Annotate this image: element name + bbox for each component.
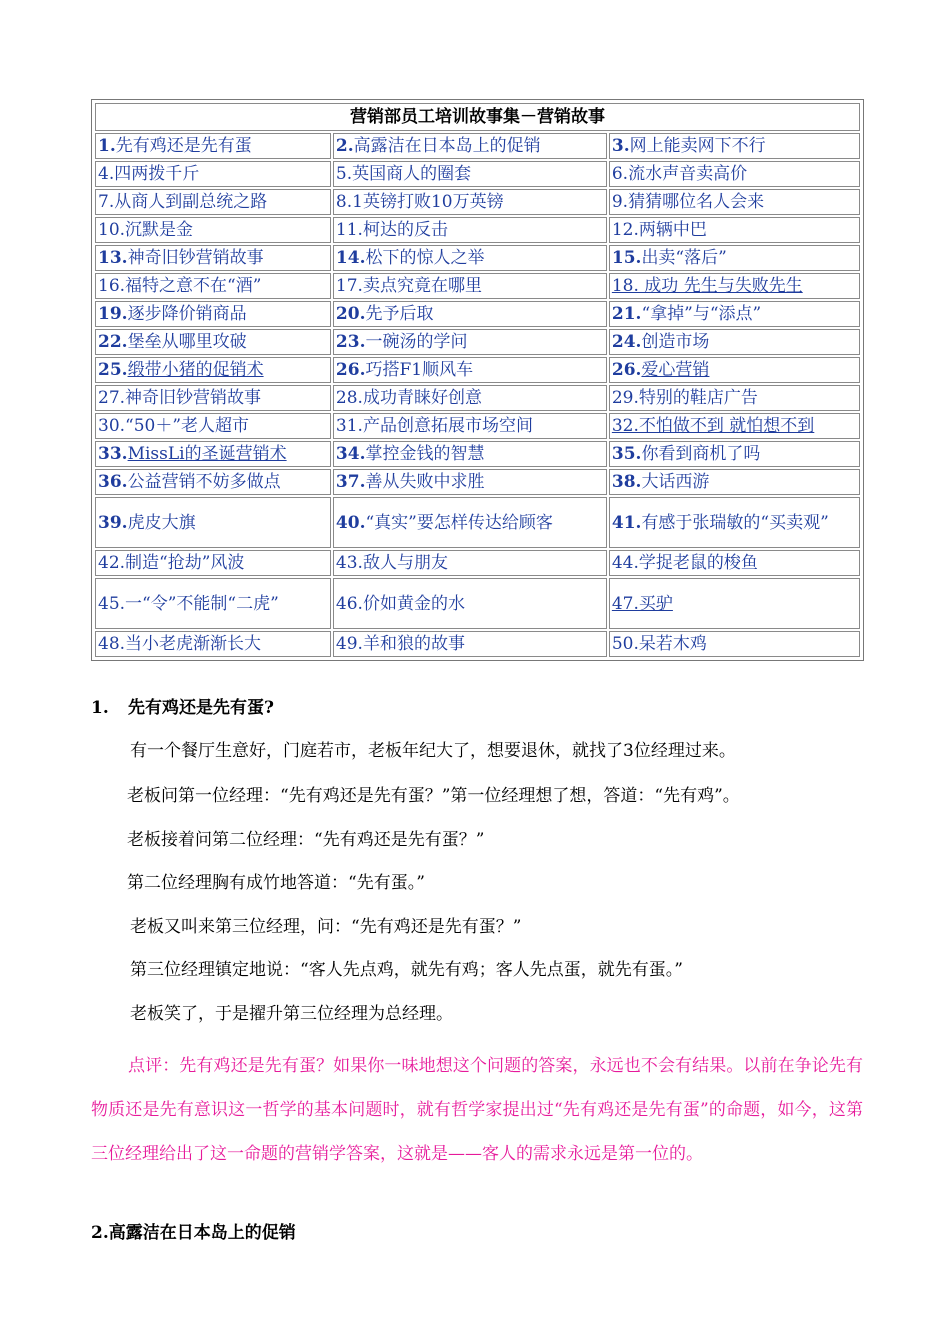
toc-link[interactable] [333,550,607,576]
toc-item-number: 26. [335,360,366,380]
toc-link[interactable] [95,217,331,243]
toc-link[interactable] [333,441,607,467]
toc-item-label: 47.买驴 [611,593,673,614]
toc-row [95,497,860,548]
toc-item-number: 15. [611,248,642,268]
paragraph: 老板接着问第二位经理：“先有鸡还是先有蛋？” [127,830,485,850]
toc-link[interactable] [609,245,860,271]
toc-item-label: 神奇旧钞营销故事 [127,248,264,268]
toc-row [95,189,860,215]
toc-item-label: 高露洁在日本岛上的促销 [353,136,541,156]
toc-item-label: 巧搭F1顺风车 [365,360,474,380]
toc-row [95,133,860,159]
toc-item-label: 你看到商机了吗 [641,444,761,464]
toc-link[interactable] [609,631,860,657]
toc-link[interactable] [95,357,331,383]
toc-link[interactable] [95,189,331,215]
toc-item-label: 42.制造“抢劫”风波 [98,553,245,573]
section-1-heading [91,696,274,720]
toc-link[interactable] [95,329,331,355]
toc-item-label: 8.1英镑打败10万英镑 [335,192,504,212]
toc-link[interactable] [333,497,607,548]
toc-item-label: “拿掉”与“添点” [641,304,762,324]
toc-body [95,133,860,657]
toc-item-label: 32.不怕做不到 就怕想不到 [611,416,815,436]
toc-link[interactable] [95,578,331,629]
toc-item-label: 45.一“令”不能制“二虎” [98,593,279,614]
toc-link[interactable] [609,133,860,159]
toc-item-number: 22. [98,332,128,352]
toc-link[interactable] [333,413,607,439]
toc-item-number: 20. [335,304,366,324]
toc-item-label: 出卖“落后” [641,248,727,268]
toc-link[interactable] [609,217,860,243]
toc-item-number: 25. [98,360,128,380]
comment-paragraph: 点评：先有鸡还是先有蛋？如果你一味地想这个问题的答案，永远也不会有结果。以前在争论先有物质还是先有意识这一哲学的基本问题时，就有哲学家提出过“先有鸡还是先有蛋”的命题，如今，这第三位经理给出了这一命题的营销学答案，这就是——客人的需求永远是第一位的。 [91,1056,863,1164]
toc-item-label: 一碗汤的学问 [365,332,468,352]
toc-item-label: 17.卖点究竟在哪里 [335,276,482,296]
toc-row [95,357,860,383]
toc-item-label: 虎皮大旗 [127,512,196,533]
toc-link[interactable] [333,578,607,629]
toc-row [95,385,860,411]
paragraph: 有一个餐厅生意好，门庭若市，老板年纪大了，想要退休，就找了3位经理过来。 [130,741,736,761]
toc-item-label: 29.特别的鞋店广告 [611,388,758,408]
toc-item-label: 4.四两拨千斤 [98,164,200,184]
toc-item-label: MissLi的圣诞营销术 [127,444,287,464]
toc-item-label: 爱心营销 [641,360,710,380]
toc-item-number: 14. [335,248,366,268]
toc-item-number: 23. [335,332,366,352]
table-of-contents [91,99,864,661]
toc-link[interactable] [333,469,607,495]
toc-item-number: 39. [98,512,128,533]
toc-row [95,441,860,467]
toc-item-label: 43.敌人与朋友 [335,553,448,573]
toc-link[interactable] [95,245,331,271]
toc-row [95,578,860,629]
toc-link[interactable] [333,245,607,271]
toc-item-label: 18. 成功 先生与失败先生 [611,276,803,296]
toc-link[interactable] [333,301,607,327]
section-1-number: 1. [91,698,109,718]
toc-item-label: 逐步降价销商品 [127,304,247,324]
toc-item-number: 34. [335,444,366,464]
toc-link[interactable] [333,133,607,159]
toc-item-label: 48.当小老虎渐渐长大 [98,634,262,654]
toc-item-label: 31.产品创意拓展市场空间 [335,416,533,436]
toc-item-number: 37. [335,472,366,492]
toc-item-label: 6.流水声音卖高价 [611,164,748,184]
toc-item-number: 21. [611,304,642,324]
toc-item-number: 26. [611,360,642,380]
toc-row [95,550,860,576]
toc-item-label: 先有鸡还是先有蛋 [115,136,252,156]
toc-link[interactable] [95,441,331,467]
toc-item-label: 5.英国商人的圈套 [335,164,472,184]
toc-row [95,217,860,243]
toc-item-number: 19. [98,304,128,324]
toc-item-number: 3. [611,136,630,156]
toc-item-label: 49.羊和狼的故事 [335,634,465,654]
toc-item-label: 有感于张瑞敏的“买卖观” [641,512,829,533]
toc-link[interactable] [333,161,607,187]
toc-item-number: 13. [98,248,128,268]
toc-row [95,469,860,495]
toc-link[interactable] [95,273,331,299]
toc-item-number: 40. [335,512,366,533]
toc-link[interactable] [333,217,607,243]
toc-item-label: 松下的惊人之举 [365,248,485,268]
toc-item-number: 35. [611,444,642,464]
toc-item-number: 1. [98,136,116,156]
toc-item-number: 41. [611,512,642,533]
toc-link[interactable] [609,189,860,215]
toc-item-label: 16.福特之意不在“酒” [98,276,262,296]
toc-item-label: 缎带小猪的促销术 [127,360,264,380]
toc-link[interactable] [95,133,331,159]
toc-link[interactable] [609,273,860,299]
toc-item-label: 网上能卖网下不行 [629,136,766,156]
toc-item-label: 44.学捉老鼠的梭鱼 [611,553,758,573]
toc-link[interactable] [95,161,331,187]
toc-link[interactable] [609,301,860,327]
toc-item-label: 50.呆若木鸡 [611,634,707,654]
toc-link[interactable] [95,550,331,576]
toc-item-number: 33. [98,444,128,464]
toc-item-label: 大话西游 [641,472,710,492]
toc-link[interactable] [609,161,860,187]
toc-item-label: 46.价如黄金的水 [335,593,465,614]
toc-link[interactable] [95,301,331,327]
toc-item-label: 7.从商人到副总统之路 [98,192,268,212]
toc-link[interactable] [333,631,607,657]
toc-item-label: 30.“50＋”老人超市 [98,416,250,436]
toc-item-number: 36. [98,472,128,492]
section-1-title: 先有鸡还是先有蛋? [128,698,274,718]
toc-item-label: 10.沉默是金 [98,220,194,240]
toc-title: 营销部员工培训故事集－营销故事 [95,103,860,131]
toc-link[interactable] [95,413,331,439]
toc-item-label: 27.神奇旧钞营销故事 [98,388,262,408]
toc-item-label: 公益营销不妨多做点 [127,472,281,492]
toc-row [95,329,860,355]
toc-link[interactable] [333,357,607,383]
section-2-heading: 2.高露洁在日本岛上的促销 [91,1223,296,1243]
toc-link[interactable] [95,497,331,548]
toc-row [95,245,860,271]
toc-link[interactable] [609,497,860,548]
toc-item-number: 2. [335,136,354,156]
toc-link[interactable] [333,189,607,215]
toc-item-label: 12.两辆中巴 [611,220,707,240]
toc-item-label: 9.猜猜哪位名人会来 [611,192,765,212]
paragraph: 老板又叫来第三位经理，问：“先有鸡还是先有蛋？” [130,917,522,937]
toc-link[interactable] [95,631,331,657]
toc-link[interactable] [609,578,860,629]
toc-link[interactable] [609,329,860,355]
toc-table [93,101,862,659]
toc-item-label: 掌控金钱的智慧 [365,444,485,464]
toc-link[interactable] [609,469,860,495]
toc-item-number: 38. [611,472,642,492]
toc-link[interactable] [95,469,331,495]
toc-link[interactable] [609,413,860,439]
toc-item-label: 28.成功青睐好创意 [335,388,482,408]
toc-item-label: “真实”要怎样传达给顾客 [365,512,553,533]
toc-link[interactable] [333,329,607,355]
paragraph: 老板笑了，于是擢升第三位经理为总经理。 [130,1004,453,1024]
toc-item-label: 创造市场 [641,332,710,352]
toc-row [95,273,860,299]
paragraph: 第二位经理胸有成竹地答道：“先有蛋。” [127,873,425,893]
toc-link[interactable] [333,273,607,299]
toc-item-label: 堡垒从哪里攻破 [127,332,247,352]
toc-row [95,301,860,327]
toc-item-label: 善从失败中求胜 [365,472,485,492]
paragraph: 老板问第一位经理：“先有鸡还是先有蛋？”第一位经理想了想，答道：“先有鸡”。 [127,786,740,806]
toc-link[interactable] [609,441,860,467]
toc-link[interactable] [609,357,860,383]
toc-item-number: 24. [611,332,642,352]
toc-link[interactable] [609,385,860,411]
paragraph: 第三位经理镇定地说：“客人先点鸡，就先有鸡；客人先点蛋，就先有蛋。” [130,960,683,980]
toc-item-label: 11.柯达的反击 [335,220,448,240]
toc-item-label: 先予后取 [365,304,434,324]
toc-link[interactable] [95,385,331,411]
toc-link[interactable] [333,385,607,411]
toc-link[interactable] [609,550,860,576]
toc-row [95,161,860,187]
toc-row [95,413,860,439]
toc-row [95,631,860,657]
